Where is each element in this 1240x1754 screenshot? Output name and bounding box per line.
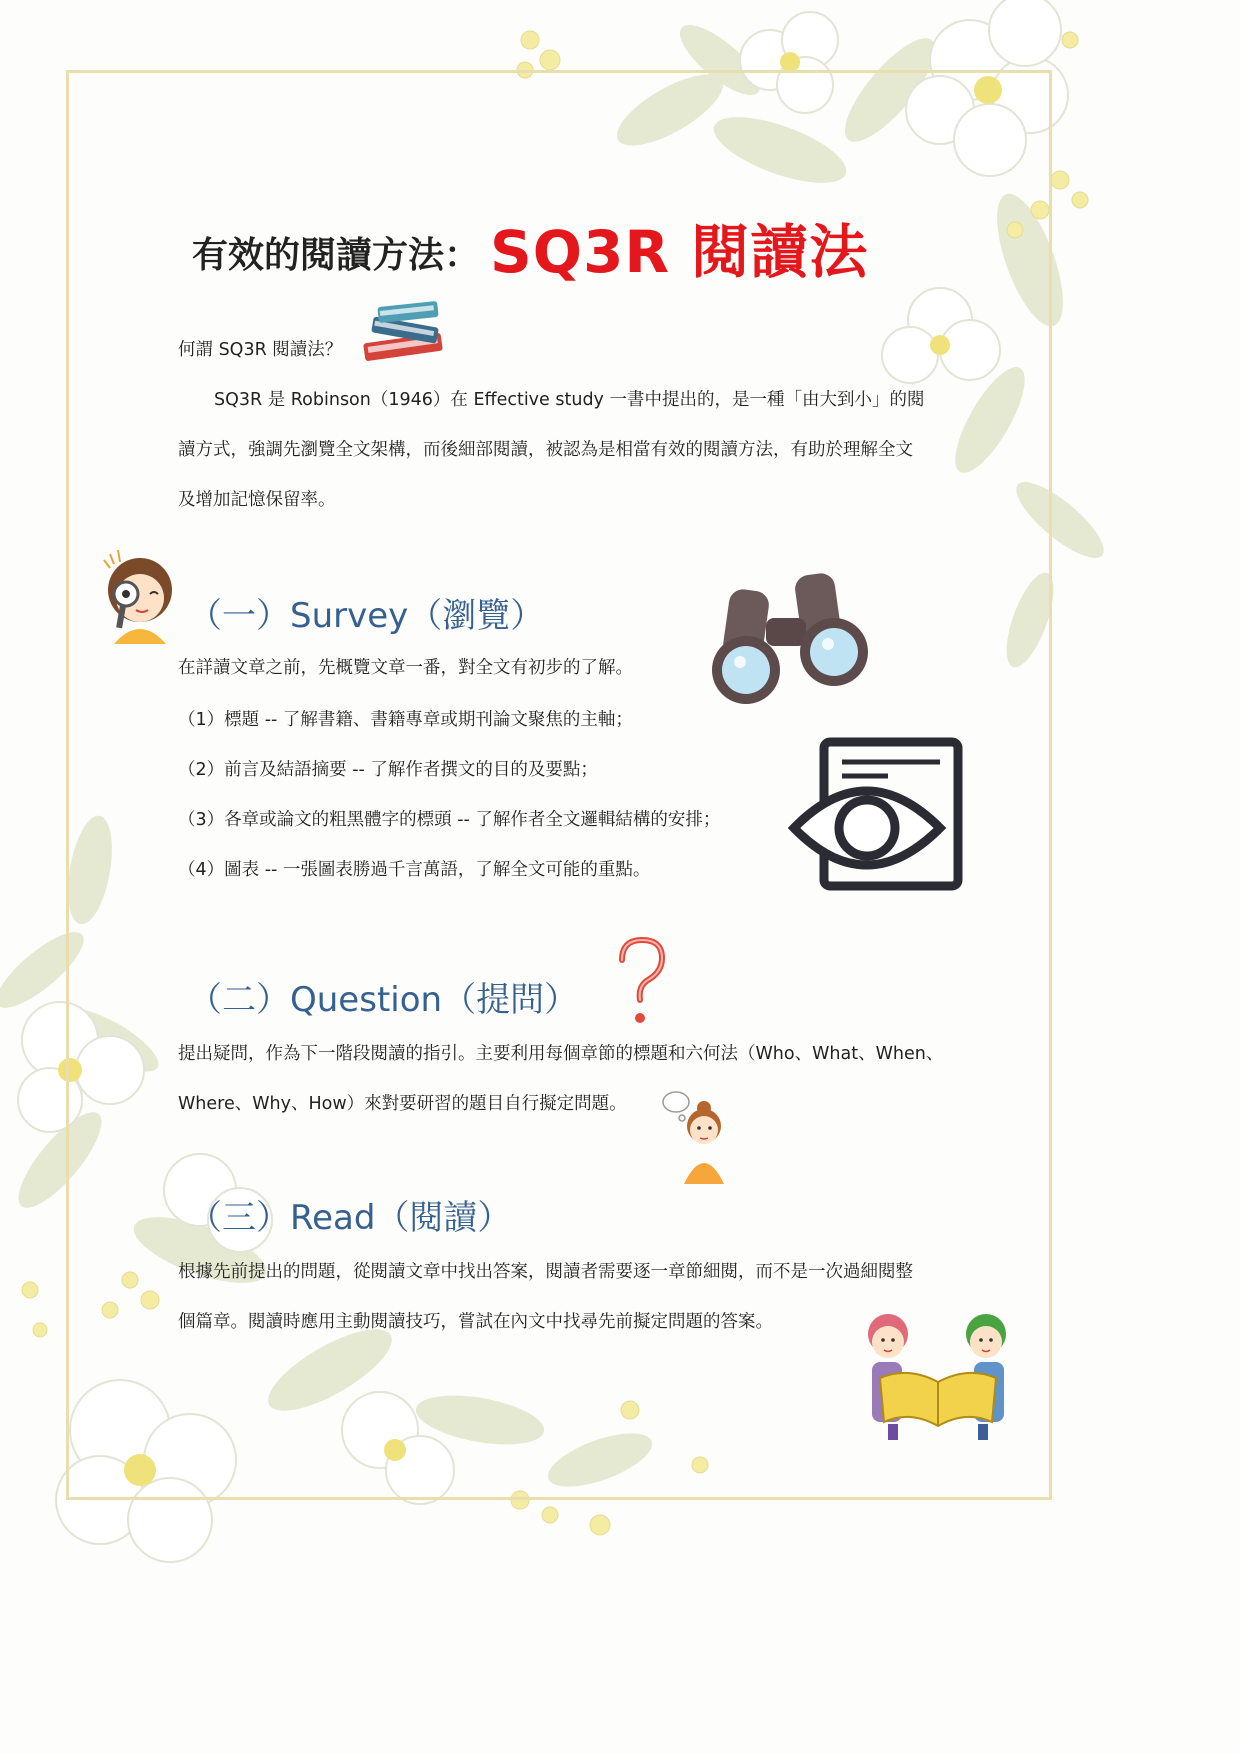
question-line-1: 提出疑問，作為下一階段閱讀的指引。主要利用每個章節的標題和六何法（Who、What、When、 [178, 1044, 944, 1064]
eye-document-icon [788, 736, 964, 892]
read-line-2: 個篇章。閱讀時應用主動閱讀技巧，嘗試在內文中找尋先前擬定問題的答案。 [178, 1312, 773, 1332]
intro-line-2: 讀方式，強調先瀏覽全文架構，而後細部閱讀，被認為是相當有效的閱讀方法，有助於理解全文 [178, 440, 913, 460]
title-main-text: 有效的閱讀方法： [192, 235, 481, 276]
read-line-1: 根據先前提出的問題，從閱讀文章中找出答案，閱讀者需要逐一章節細閱，而不是一次過細閱整 [178, 1262, 913, 1282]
books-icon [360, 298, 448, 364]
page-title [192, 205, 952, 285]
thinking-girl-icon [660, 1088, 730, 1184]
title-accent-text: SQ3R 閱讀法 [490, 218, 869, 286]
survey-item-1: （1）標題 -- 了解書籍、書籍專章或期刊論文聚焦的主軸； [178, 710, 633, 730]
intro-question: 何謂 SQ3R 閱讀法？ [178, 340, 343, 360]
question-heading: （二）Question（提問） [188, 980, 579, 1020]
magnifier-girl-icon [96, 548, 176, 644]
kids-reading-icon [858, 1312, 1018, 1442]
intro-line-3: 及增加記憶保留率。 [178, 490, 336, 510]
binoculars-icon [706, 570, 874, 712]
survey-description: 在詳讀文章之前，先概覽文章一番，對全文有初步的了解。 [178, 658, 633, 678]
survey-item-2: （2）前言及結語摘要 -- 了解作者撰文的目的及要點； [178, 760, 598, 780]
question-mark-icon [612, 934, 670, 1028]
survey-item-3: （3）各章或論文的粗黑體字的標頭 -- 了解作者全文邏輯結構的安排； [178, 810, 721, 830]
question-line-2: Where、Why、How）來對要研習的題目自行擬定問題。 [178, 1094, 627, 1114]
survey-item-4: （4）圖表 -- 一張圖表勝過千言萬語，了解全文可能的重點。 [178, 860, 651, 880]
intro-line-1: SQ3R 是 Robinson（1946）在 Effective study 一書中提出的，是一種「由大到小」的閱 [214, 390, 925, 410]
read-heading: （三）Read（閱讀） [188, 1198, 512, 1238]
survey-heading: （一）Survey（瀏覽） [188, 596, 545, 636]
